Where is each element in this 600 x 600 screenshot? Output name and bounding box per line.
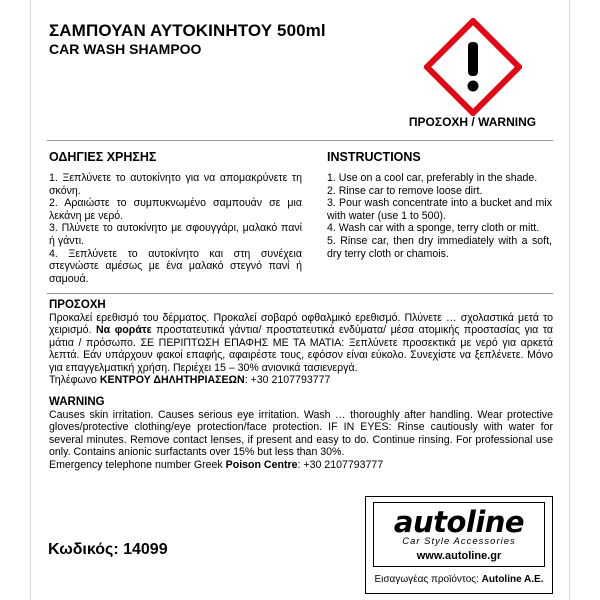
- poison-centre-name: Poison Centre: [225, 458, 298, 471]
- importer-name: Autoline A.E.: [481, 574, 544, 585]
- product-code: Κωδικός: 14099: [48, 541, 168, 558]
- english-warning-text: [49, 409, 553, 471]
- list-item: 2. Rinse car to remove loose dirt.: [327, 184, 483, 197]
- hazard-warning-label: ΠΡΟΣΟΧΗ / WARNING: [408, 115, 537, 129]
- poison-centre-name: ΚΕΝΤΡΟΥ ΔΗΛΗΤΗΡΙΑΣΕΩΝ: [99, 374, 245, 387]
- poison-centre-prefix: Τηλέφωνο: [49, 374, 100, 387]
- divider: [47, 140, 553, 141]
- brand-logo-frame: [373, 502, 545, 567]
- brand-website: www.autoline.gr: [416, 550, 502, 562]
- greek-warning-heading: ΠΡΟΣΟΧΗ: [49, 299, 106, 311]
- warning-text-emphasis: Να φοράτε: [96, 324, 152, 337]
- product-title-english: CAR WASH SHAMPOO: [49, 41, 202, 57]
- divider: [47, 293, 553, 294]
- importer-label: Εισαγωγέας προϊόντος:: [374, 574, 482, 585]
- list-item: 3. Πλύνετε το αυτοκίνητο με σφουγγάρι, μαλακό πανί ή γάντι.: [49, 222, 302, 247]
- greek-instructions-list: [49, 172, 302, 285]
- poison-centre-phone: : +30 2107793777: [244, 374, 331, 387]
- list-item: 4. Wash car with a sponge, terry cloth or mitt.: [327, 222, 540, 235]
- exclamation-mark-icon: [424, 18, 522, 116]
- brand-box: [365, 496, 553, 594]
- greek-instructions-heading: ΟΔΗΓΙΕΣ ΧΡΗΣΗΣ: [49, 150, 157, 164]
- product-title-greek: ΣΑΜΠΟΥΑΝ ΑΥΤΟΚΙΝΗΤΟΥ 500ml: [49, 21, 326, 40]
- english-warning-heading: WARNING: [49, 396, 105, 408]
- brand-tagline: Car Style Accessories: [402, 536, 516, 547]
- warning-text-part: Προκαλεί ερεθισμό του δέρματος. Προκαλεί σοβαρό οφθαλμικό ερεθισμό. Πλύνετε … σχολαστικά μετά το χειρισμό.: [49, 312, 553, 337]
- list-item: 3. Pour wash concentrate into a bucket and mix with water (use 1 to 500).: [327, 197, 552, 222]
- list-item: 1. Use on a cool car, preferably in the shade.: [327, 172, 538, 184]
- importer-line: [366, 574, 552, 585]
- list-item: 2. Αραιώστε το συμπυκνωμένο σαμπουάν σε μια λεκάνη με νερό.: [49, 197, 302, 222]
- warning-text-part: προστατευτικά γάντια/ προστατευτικά ενδύματα/ μέσα ατομικής προστασίας για τα μάτια / πρόσωπο. ΣΕ ΠΕΡΙΠΤΩΣΗ ΕΠΑΦΗΣ ΜΕ ΤΑ ΜΑΤΙΑ: Ξεπλύνετε προσεκτικά με νερό για αρκετά λεπτά. Εάν υπάρχουν φακοί επαφής, αφαιρέστε τους, εφόσον είναι εύκολο. Συνεχίστε να ξεπλένετε. Μόνο για επαγγελματική χρήση. Περιέχει 15 – 30% ανιονικά τασιενεργά.: [49, 324, 553, 374]
- warning-text-part: Causes skin irritation. Causes serious eye irritation. Wash … thoroughly after handling. Wear protective gloves/protective clothing/eye protection/face protection. IF IN EYES: Rinse cautiously with water for several minutes. Remove contact lenses, if present and easy to do. Continue rinsing. For professional use only. Contains anionic surfactants over 15% but less than 30%.: [49, 409, 553, 459]
- brand-logo: autoline: [393, 505, 525, 539]
- list-item: 1. Ξεπλύνετε το αυτοκίνητο για να απομακρύνετε τη σκόνη.: [49, 172, 302, 197]
- poison-centre-prefix: Emergency telephone number Greek: [49, 458, 226, 471]
- english-instructions-list: [327, 172, 552, 260]
- poison-centre-phone: : +30 2107793777: [297, 458, 384, 471]
- greek-warning-text: [49, 312, 553, 386]
- list-item: 4. Ξεπλύνετε το αυτοκίνητο και στη συνέχεια στεγνώστε αμέσως με ένα μαλακό στεγνό πανί ή σαμουά.: [49, 247, 302, 285]
- list-item: 5. Rinse car, then dry immediately with a soft, dry terry cloth or chamois.: [327, 234, 552, 260]
- english-instructions-heading: INSTRUCTIONS: [327, 150, 421, 164]
